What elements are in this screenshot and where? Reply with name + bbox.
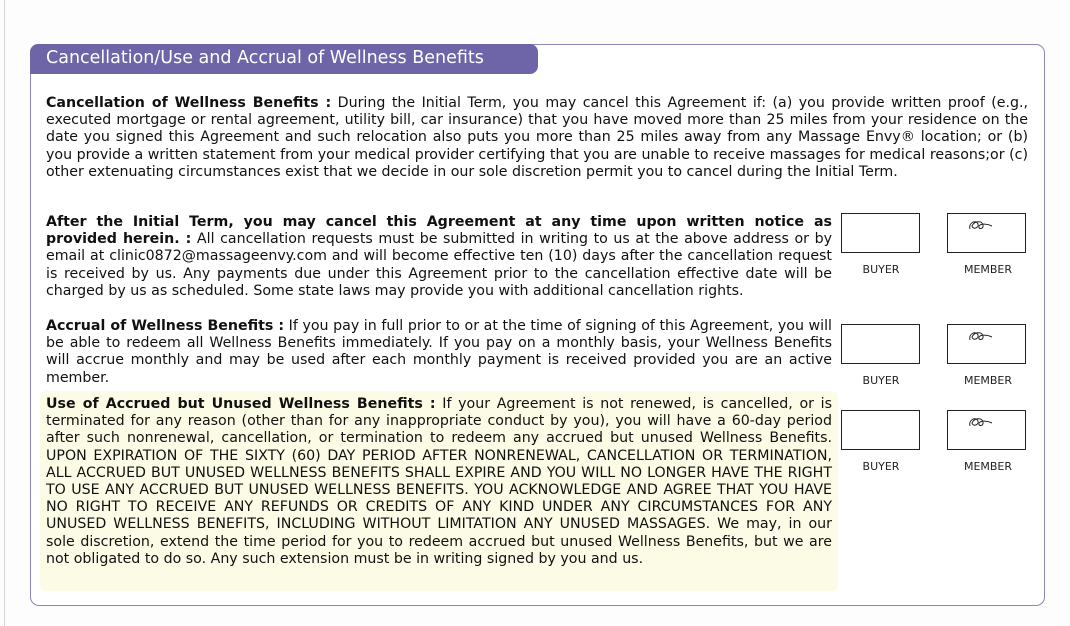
- buyer-initial-box-3[interactable]: [841, 410, 920, 450]
- section-title: Cancellation/Use and Accrual of Wellness Benefits: [30, 44, 538, 74]
- member-initials-signature: [966, 414, 996, 434]
- accrual-heading: Accrual of Wellness Benefits :: [46, 318, 285, 334]
- unused-heading: Use of Accrued but Unused Wellness Benefits :: [46, 396, 436, 412]
- member-initial-box-3[interactable]: [947, 410, 1026, 450]
- after-term-paragraph: [46, 214, 832, 300]
- member-initials-signature: [966, 328, 996, 348]
- member-initials-signature: [966, 217, 996, 237]
- accrual-body: If you pay in full prior to or at the time of signing of this Agreement, you will be able to redeem all Wellness Benefits immediately. If you pay on a monthly basis, your Wellness Benefits will accrue monthly and may be used after each monthly payment is received provided you are an active member.: [46, 318, 832, 386]
- member-label-3: MEMBER: [963, 460, 1013, 473]
- after-term-body: All cancellation requests must be submitted in writing to us at the above address or by email at clinic0872@massageenvy.com and will become effective ten (10) days after the cancellation request is received by us. Any payments due under this Agreement prior to the cancellation effective date will be charged by us as scheduled. Some state laws may provide you with additional cancellation rights.: [46, 231, 832, 299]
- cancellation-body: During the Initial Term, you may cancel this Agreement if: (a) you provide written proof (e.g., executed mortgage or rental agreement, utility bill, car insurance) that you have moved more than 25 miles from your residence on the date you signed this Agreement and such relocation also puts you more than 25 miles away from any Massage Envy® location; or (b) you provide a written statement from your medical provider certifying that you are unable to receive massages for medical reasons;or (c) other extenuating circumstances exist that we decide in our sole discretion permit you to cancel during the Initial Term.: [46, 95, 1028, 180]
- member-label-2: MEMBER: [963, 374, 1013, 387]
- cancellation-paragraph: [46, 95, 1028, 181]
- unused-paragraph: [46, 396, 832, 568]
- page-edge-rule: [4, 0, 5, 626]
- buyer-label-3: BUYER: [862, 460, 900, 473]
- after-term-heading: After the Initial Term, you may cancel this Agreement at any time upon written notice as provided herein. :: [46, 214, 832, 248]
- member-label-1: MEMBER: [963, 263, 1013, 276]
- member-initial-box-2[interactable]: [947, 324, 1026, 364]
- accrual-paragraph: [46, 318, 832, 387]
- buyer-initial-box-1[interactable]: [841, 213, 920, 253]
- buyer-initial-box-2[interactable]: [841, 324, 920, 364]
- buyer-label-1: BUYER: [862, 263, 900, 276]
- cancellation-heading: Cancellation of Wellness Benefits :: [46, 95, 332, 111]
- member-initial-box-1[interactable]: [947, 213, 1026, 253]
- buyer-label-2: BUYER: [862, 374, 900, 387]
- unused-body: If your Agreement is not renewed, is cancelled, or is terminated for any reason (other than for any inappropriate conduct by you), you will have a 60-day period after such nonrenewal, cancellation, or termination to redeem any accrued but unused Wellness Benefits. UPON EXPIRATION OF THE SIXTY (60) DAY PERIOD AFTER NONRENEWAL, CANCELLATION OR TERMINATION, ALL ACCRUED BUT UNUSED WELLNESS BENEFITS SHALL EXPIRE AND YOU WILL NO LONGER HAVE THE RIGHT TO USE ANY ACCRUED BUT UNUSED WELLNESS BENEFITS. YOU ACKNOWLEDGE AND AGREE THAT YOU HAVE NO RIGHT TO RECEIVE ANY REFUNDS OR CREDITS OF ANY KIND UNDER ANY CIRCUMSTANCES FOR ANY UNUSED WELLNESS BENEFITS, INCLUDING WITHOUT LIMITATION ANY UNUSED MASSAGES. We may, in our sole discretion, extend the time period for you to redeem accrued but unused Wellness Benefits, but we are not obligated to do so. Any such extension must be in writing signed by you and us.: [46, 396, 832, 567]
